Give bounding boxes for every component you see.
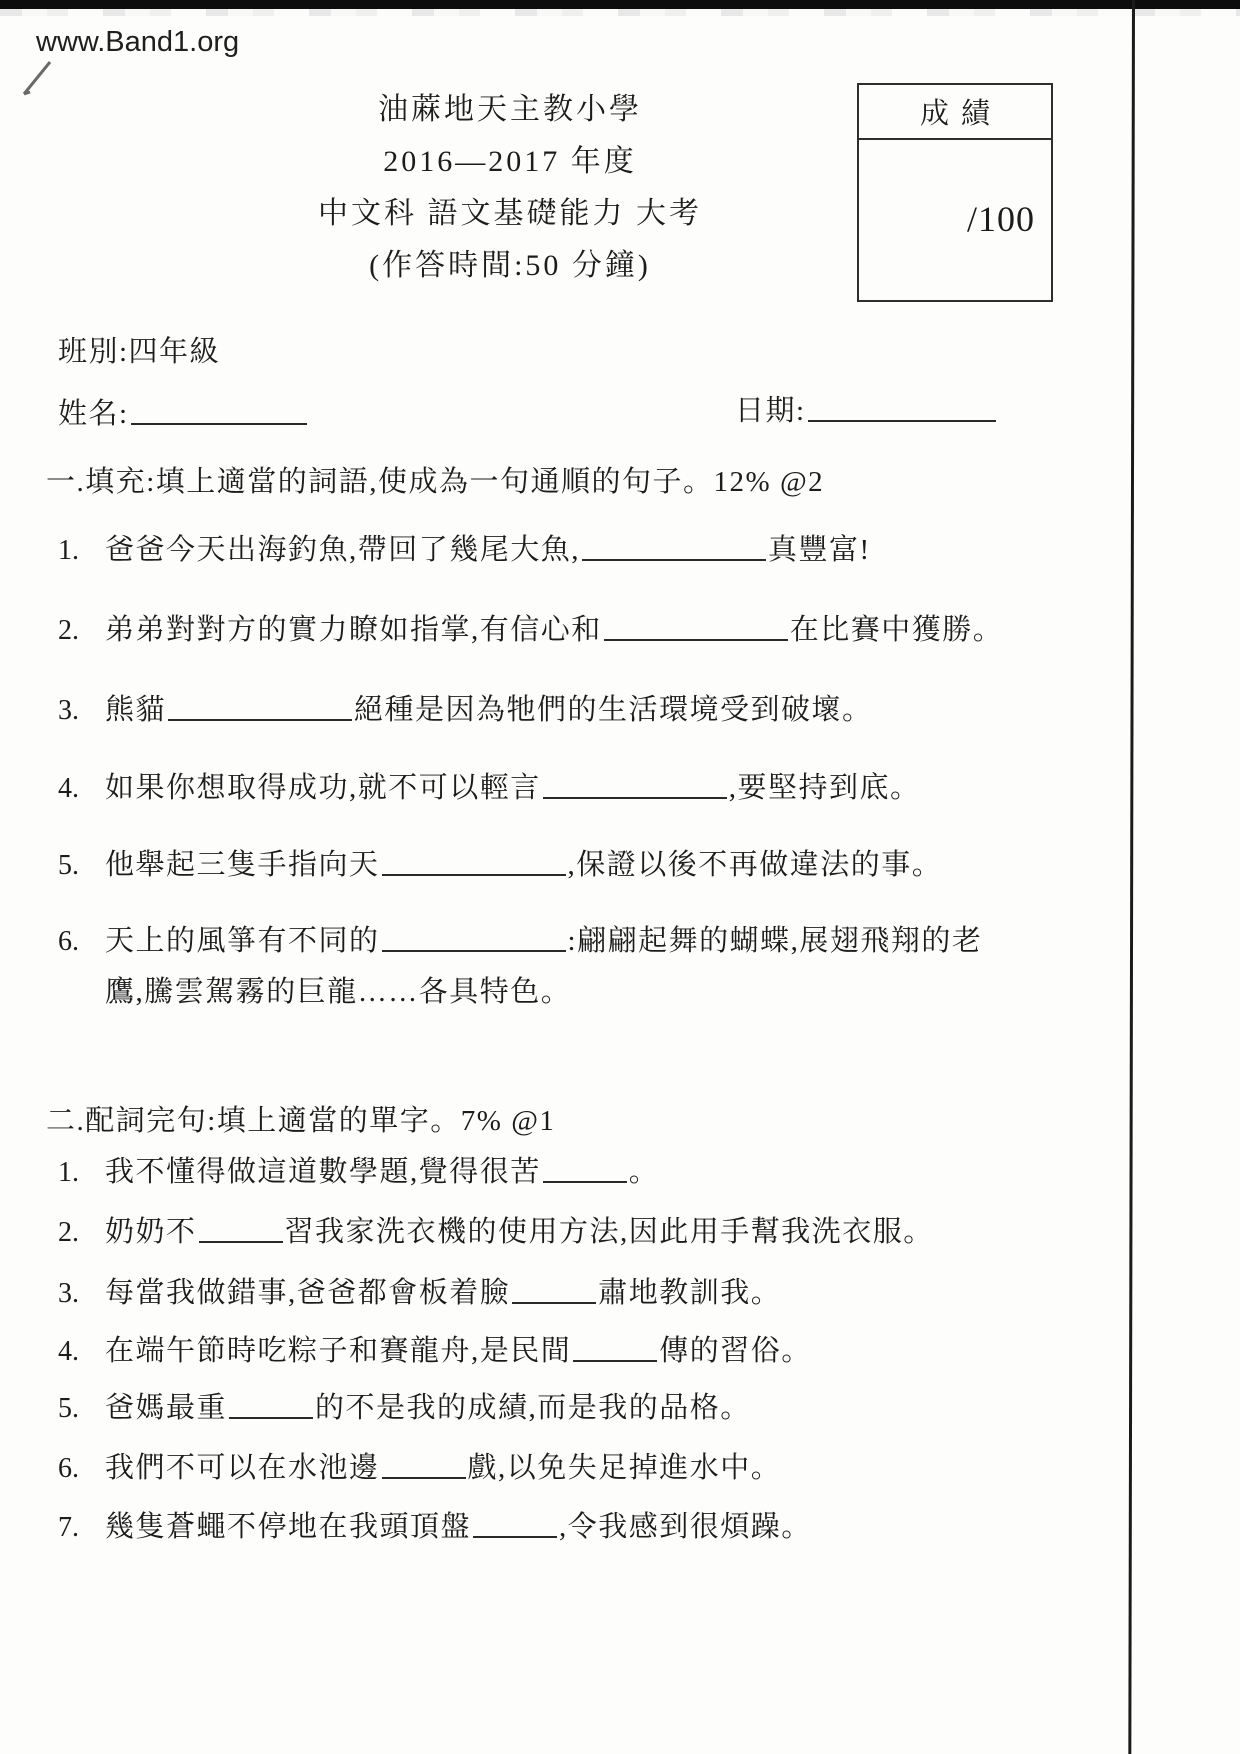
question-number: 4. (58, 1336, 79, 1367)
question-number: 3. (58, 1278, 79, 1309)
question-text-post: 傳的習俗。 (659, 1335, 812, 1367)
s2-question-7 (58, 1507, 812, 1547)
question-text-post: ,令我感到很煩躁。 (559, 1511, 812, 1543)
date-answer-blank (808, 391, 996, 422)
answer-blank (229, 1388, 313, 1419)
name-field (58, 394, 309, 433)
name-answer-blank (131, 394, 307, 425)
question-text-pre: 幾隻蒼蠅不停地在我頭頂盤 (105, 1511, 472, 1543)
answer-blank (543, 1152, 627, 1183)
s1-question-3 (58, 690, 873, 730)
question-text-pre: 奶奶不 (105, 1216, 197, 1248)
s1-question-6-line2 (105, 973, 571, 1011)
question-text-pre: 如果你想取得成功,就不可以輕言 (105, 772, 541, 804)
question-text-pre: 熊貓 (105, 694, 167, 726)
scan-noise-strip (0, 9, 1240, 16)
scan-edge-top-bar (0, 0, 1240, 9)
section1-title: 一.填充:填上適當的詞語,使成為一句通順的句子。12% @2 (46, 466, 825, 498)
question-text-pre: 我們不可以在水池邊 (105, 1452, 380, 1484)
answer-blank (168, 690, 352, 721)
answer-blank (473, 1507, 557, 1538)
s2-question-2 (58, 1212, 934, 1252)
class-field (58, 333, 220, 371)
school-name: 油蔴地天主教小學 (378, 93, 642, 126)
s2-question-1 (58, 1152, 659, 1192)
section2-title: 二.配詞完句:填上適當的單字。7% @1 (46, 1105, 556, 1137)
s1-question-5 (58, 845, 942, 885)
question-text-post: :翩翩起舞的蝴蝶,展翅飛翔的老 (567, 925, 983, 957)
question-text-post: 戲,以免失足掉進水中。 (467, 1452, 782, 1484)
score-box-total: /100 (966, 199, 1035, 239)
question-text-post: 絕種是因為牠們的生活環境受到破壞。 (354, 694, 873, 726)
question-text-pre: 他舉起三隻手指向天 (105, 849, 380, 881)
question-number: 6. (58, 1453, 79, 1484)
answer-blank (582, 530, 766, 561)
question-number: 2. (58, 615, 79, 646)
question-text-post: 在比賽中獲勝。 (789, 614, 1004, 646)
question-number: 2. (58, 1217, 79, 1248)
s1-question-1 (58, 530, 871, 570)
score-box-label: 成績 (859, 85, 1051, 140)
exam-duration: (作答時間:50 分鐘) (369, 249, 651, 282)
question-text-post: 習我家洗衣機的使用方法,因此用手幫我洗衣服。 (284, 1216, 934, 1248)
question-number: 5. (58, 1393, 79, 1424)
scan-edge-right-line (1128, 0, 1135, 1754)
question-text-post: 真豐富! (768, 534, 871, 566)
pen-stroke-mark (14, 56, 58, 104)
date-label: 日期: (735, 395, 806, 427)
s1-question-4 (58, 768, 921, 808)
answer-blank (199, 1212, 283, 1243)
watermark-band1: www.Band1.org (36, 26, 240, 58)
s2-question-3 (58, 1273, 781, 1313)
question-text-pre: 天上的風箏有不同的 (105, 925, 380, 957)
answer-blank (543, 768, 727, 799)
name-label: 姓名: (58, 398, 129, 430)
score-box (857, 83, 1053, 302)
question-text-pre: 我不懂得做這道數學題,覺得很苦 (105, 1156, 541, 1188)
s2-question-4 (58, 1331, 812, 1371)
question-text-continued: 鷹,騰雲駕霧的巨龍……各具特色。 (105, 976, 572, 1008)
s2-question-5 (58, 1388, 751, 1428)
question-number: 4. (58, 773, 79, 804)
answer-blank (382, 1448, 466, 1479)
question-text-post: 的不是我的成績,而是我的品格。 (315, 1392, 751, 1424)
question-text-post: 。 (628, 1156, 660, 1188)
question-text-pre: 弟弟對對方的實力瞭如指掌,有信心和 (105, 614, 602, 646)
answer-blank (382, 845, 566, 876)
question-number: 1. (58, 535, 79, 566)
question-text-pre: 在端午節時吃粽子和賽龍舟,是民間 (105, 1335, 572, 1367)
answer-blank (382, 921, 566, 952)
answer-blank (573, 1331, 657, 1362)
s1-question-2 (58, 610, 1003, 650)
question-text-post: ,保證以後不再做違法的事。 (567, 849, 943, 881)
s1-question-6 (58, 921, 982, 961)
school-year: 2016—2017 年度 (383, 145, 637, 178)
exam-title: 中文科 語文基礎能力 大考 (318, 197, 702, 230)
question-number: 3. (58, 695, 79, 726)
question-number: 6. (58, 926, 79, 957)
question-text-pre: 每當我做錯事,爸爸都會板着臉 (105, 1277, 511, 1309)
question-text-post: ,要堅持到底。 (728, 772, 921, 804)
class-label: 班別:四年級 (58, 336, 221, 368)
answer-blank (604, 610, 788, 641)
question-number: 5. (58, 850, 79, 881)
question-text-post: 肅地教訓我。 (598, 1277, 782, 1309)
question-text-pre: 爸爸今天出海釣魚,帶回了幾尾大魚, (105, 534, 581, 566)
answer-blank (512, 1273, 596, 1304)
date-field (735, 391, 998, 430)
question-number: 1. (58, 1157, 79, 1188)
exam-header (170, 84, 850, 292)
s2-question-6 (58, 1448, 781, 1488)
question-text-pre: 爸媽最重 (105, 1392, 228, 1424)
question-number: 7. (58, 1512, 79, 1543)
